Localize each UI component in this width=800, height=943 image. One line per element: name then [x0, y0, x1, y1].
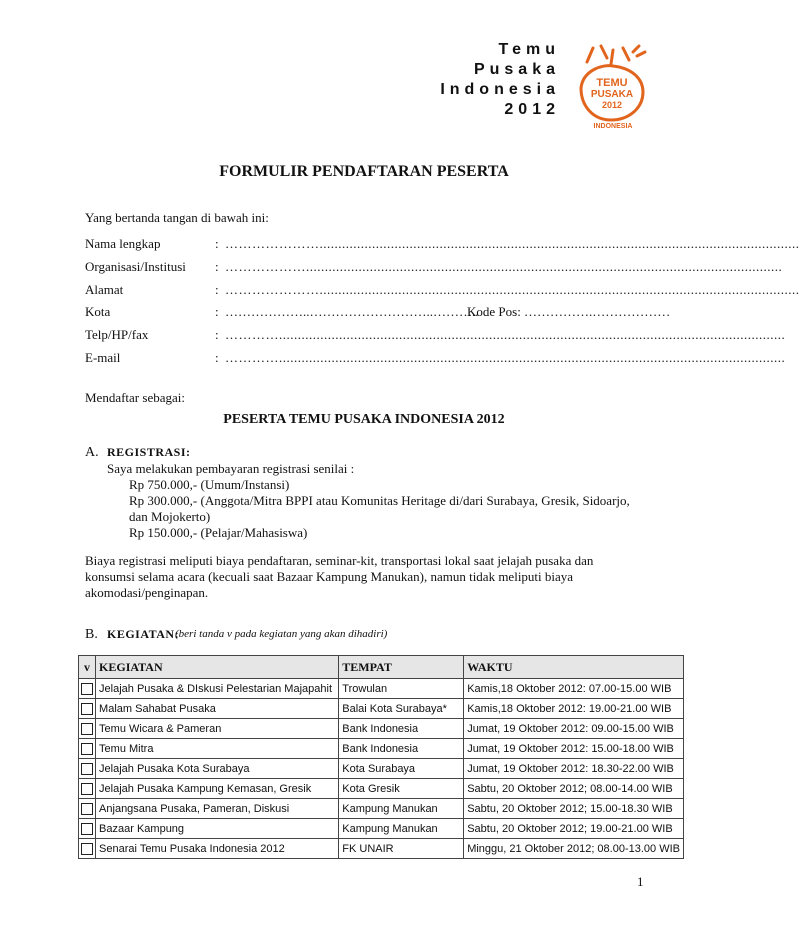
field-dots[interactable]: ………………...............................................................................................................................	[225, 259, 783, 274]
activity-place: Kota Surabaya	[339, 759, 464, 779]
field-dots[interactable]: …………………................................................................................................................................	[225, 236, 800, 251]
activity-checkbox[interactable]	[81, 683, 93, 695]
registration-option[interactable]: Rp 750.000,- (Umum/Instansi)	[129, 477, 290, 492]
event-title-line: Temu	[498, 41, 560, 58]
activities-table	[78, 655, 684, 859]
field-label: Nama lengkap	[85, 236, 161, 251]
activity-name: Bazaar Kampung	[96, 819, 339, 839]
activity-place: Bank Indonesia	[339, 719, 464, 739]
activity-time: Sabtu, 20 Oktober 2012; 15.00-18.30 WIB	[464, 799, 684, 819]
activity-name: Temu Mitra	[96, 739, 339, 759]
table-row	[79, 779, 684, 799]
table-header-cell: WAKTU	[464, 656, 684, 679]
table-row	[79, 819, 684, 839]
field-alamat[interactable]	[85, 282, 800, 300]
field-dots[interactable]: ………….......................................................................................................................................	[225, 350, 786, 365]
activity-place: Kota Gresik	[339, 779, 464, 799]
registration-option[interactable]: Rp 150.000,- (Pelajar/Mahasiswa)	[129, 525, 308, 540]
field-colon: :	[215, 327, 219, 342]
activity-checkbox[interactable]	[81, 743, 93, 755]
activity-checkbox[interactable]	[81, 703, 93, 715]
section-a-body	[107, 461, 630, 541]
table-header-cell: v	[79, 656, 96, 679]
field-kota[interactable]	[85, 304, 671, 322]
activity-time: Sabtu, 20 Oktober 2012; 08.00-14.00 WIB	[464, 779, 684, 799]
activity-place: Bank Indonesia	[339, 739, 464, 759]
form-title: FORMULIR PENDAFTARAN PESERTA	[219, 163, 509, 180]
activity-name: Malam Sahabat Pusaka	[96, 699, 339, 719]
field-colon: :	[215, 259, 219, 274]
activity-place: Trowulan	[339, 679, 464, 699]
activity-time: Jumat, 19 Oktober 2012: 18.30-22.00 WIB	[464, 759, 684, 779]
event-title-line: Pusaka	[473, 61, 560, 78]
table-row	[79, 679, 684, 699]
activity-name: Jelajah Pusaka Kampung Kemasan, Gresik	[96, 779, 339, 799]
table-row	[79, 719, 684, 739]
field-organisasi[interactable]	[85, 259, 783, 277]
activity-time: Sabtu, 20 Oktober 2012; 19.00-21.00 WIB	[464, 819, 684, 839]
field-dots[interactable]: …………………................................................................................................................................	[225, 282, 800, 297]
event-title	[440, 40, 560, 120]
field-colon: :	[215, 304, 219, 319]
biaya-line: akomodasi/penginapan.	[85, 585, 209, 600]
logo-text-line: TEMU	[596, 77, 628, 89]
biaya-line: Biaya registrasi meliputi biaya pendaftaran, seminar-kit, transportasi lokal saat jelajah pusaka dan	[85, 553, 594, 568]
activity-time: Jumat, 19 Oktober 2012: 09.00-15.00 WIB	[464, 719, 684, 739]
section-b-letter: B.	[85, 627, 98, 642]
logo-text-line: PUSAKA	[590, 89, 634, 100]
field-colon: :	[215, 236, 219, 251]
table-row	[79, 759, 684, 779]
field-label: Alamat	[85, 282, 124, 297]
biaya-line: konsumsi selama acara (kecuali saat Bazaar Kampung Manukan), namun tidak meliputi biaya	[85, 569, 574, 584]
field-dots[interactable]: ………………..………………………..………..	[225, 304, 479, 319]
section-b-note: (beri tanda v pada kegiatan yang akan dihadiri)	[175, 628, 388, 640]
activity-time: Kamis,18 Oktober 2012: 19.00-21.00 WIB	[464, 699, 684, 719]
activity-time: Jumat, 19 Oktober 2012: 15.00-18.00 WIB	[464, 739, 684, 759]
registration-option-cont: dan Mojokerto)	[129, 509, 211, 524]
event-logo	[573, 42, 653, 134]
table-header-cell: KEGIATAN	[96, 656, 339, 679]
activity-time: Kamis,18 Oktober 2012: 07.00-15.00 WIB	[464, 679, 684, 699]
field-nama[interactable]	[85, 236, 800, 254]
section-a-lead: Saya melakukan pembayaran registrasi senilai :	[107, 461, 355, 476]
activity-place: Kampung Manukan	[339, 819, 464, 839]
event-title-line: Indonesia	[440, 81, 560, 98]
activity-place: FK UNAIR	[339, 839, 464, 859]
activity-name: Temu Wicara & Pameran	[96, 719, 339, 739]
logo-text-line: 2012	[601, 100, 623, 110]
biaya-paragraph	[85, 553, 655, 601]
field-telp[interactable]	[85, 327, 786, 345]
activity-checkbox[interactable]	[81, 843, 93, 855]
table-header-cell: TEMPAT	[339, 656, 464, 679]
mendaftar-label: Mendaftar sebagai:	[85, 390, 185, 405]
field-label: Telp/HP/fax	[85, 327, 149, 342]
kode-pos-field[interactable]: Kode Pos: …………….………………	[467, 304, 671, 319]
field-label: Kota	[85, 304, 111, 319]
activity-name: Senarai Temu Pusaka Indonesia 2012	[96, 839, 339, 859]
activity-name: Jelajah Pusaka Kota Surabaya	[96, 759, 339, 779]
activity-checkbox[interactable]	[81, 723, 93, 735]
activity-checkbox[interactable]	[81, 823, 93, 835]
field-label: E-mail	[85, 350, 121, 365]
activity-checkbox[interactable]	[81, 803, 93, 815]
section-a-letter: A.	[85, 445, 99, 460]
table-row	[79, 739, 684, 759]
activity-name: Jelajah Pusaka & DIskusi Pelestarian Majapahit	[96, 679, 339, 699]
field-email[interactable]	[85, 350, 786, 368]
page-number: 1	[637, 874, 644, 889]
table-row	[79, 699, 684, 719]
intro-text: Yang bertanda tangan di bawah ini:	[85, 210, 269, 225]
registration-option[interactable]: Rp 300.000,- (Anggota/Mitra BPPI atau Komunitas Heritage di/dari Surabaya, Gresik, Sidoarjo,	[129, 493, 630, 508]
activity-place: Balai Kota Surabaya*	[339, 699, 464, 719]
event-title-line: 2012	[504, 101, 560, 118]
activity-checkbox[interactable]	[81, 783, 93, 795]
field-colon: :	[215, 350, 219, 365]
table-header-row	[79, 656, 684, 679]
field-dots[interactable]: ………….......................................................................................................................................	[225, 327, 786, 342]
field-colon: :	[215, 282, 219, 297]
table-row	[79, 839, 684, 859]
peserta-title: PESERTA TEMU PUSAKA INDONESIA 2012	[223, 412, 505, 427]
table-row	[79, 799, 684, 819]
activity-checkbox[interactable]	[81, 763, 93, 775]
field-label: Organisasi/Institusi	[85, 259, 186, 274]
logo-text-line: INDONESIA	[593, 123, 633, 130]
activity-place: Kampung Manukan	[339, 799, 464, 819]
activity-time: Minggu, 21 Oktober 2012; 08.00-13.00 WIB	[464, 839, 684, 859]
activity-name: Anjangsana Pusaka, Pameran, Diskusi	[96, 799, 339, 819]
section-b-heading: KEGIATAN:	[107, 627, 180, 641]
section-a-heading: REGISTRASI:	[107, 445, 191, 459]
